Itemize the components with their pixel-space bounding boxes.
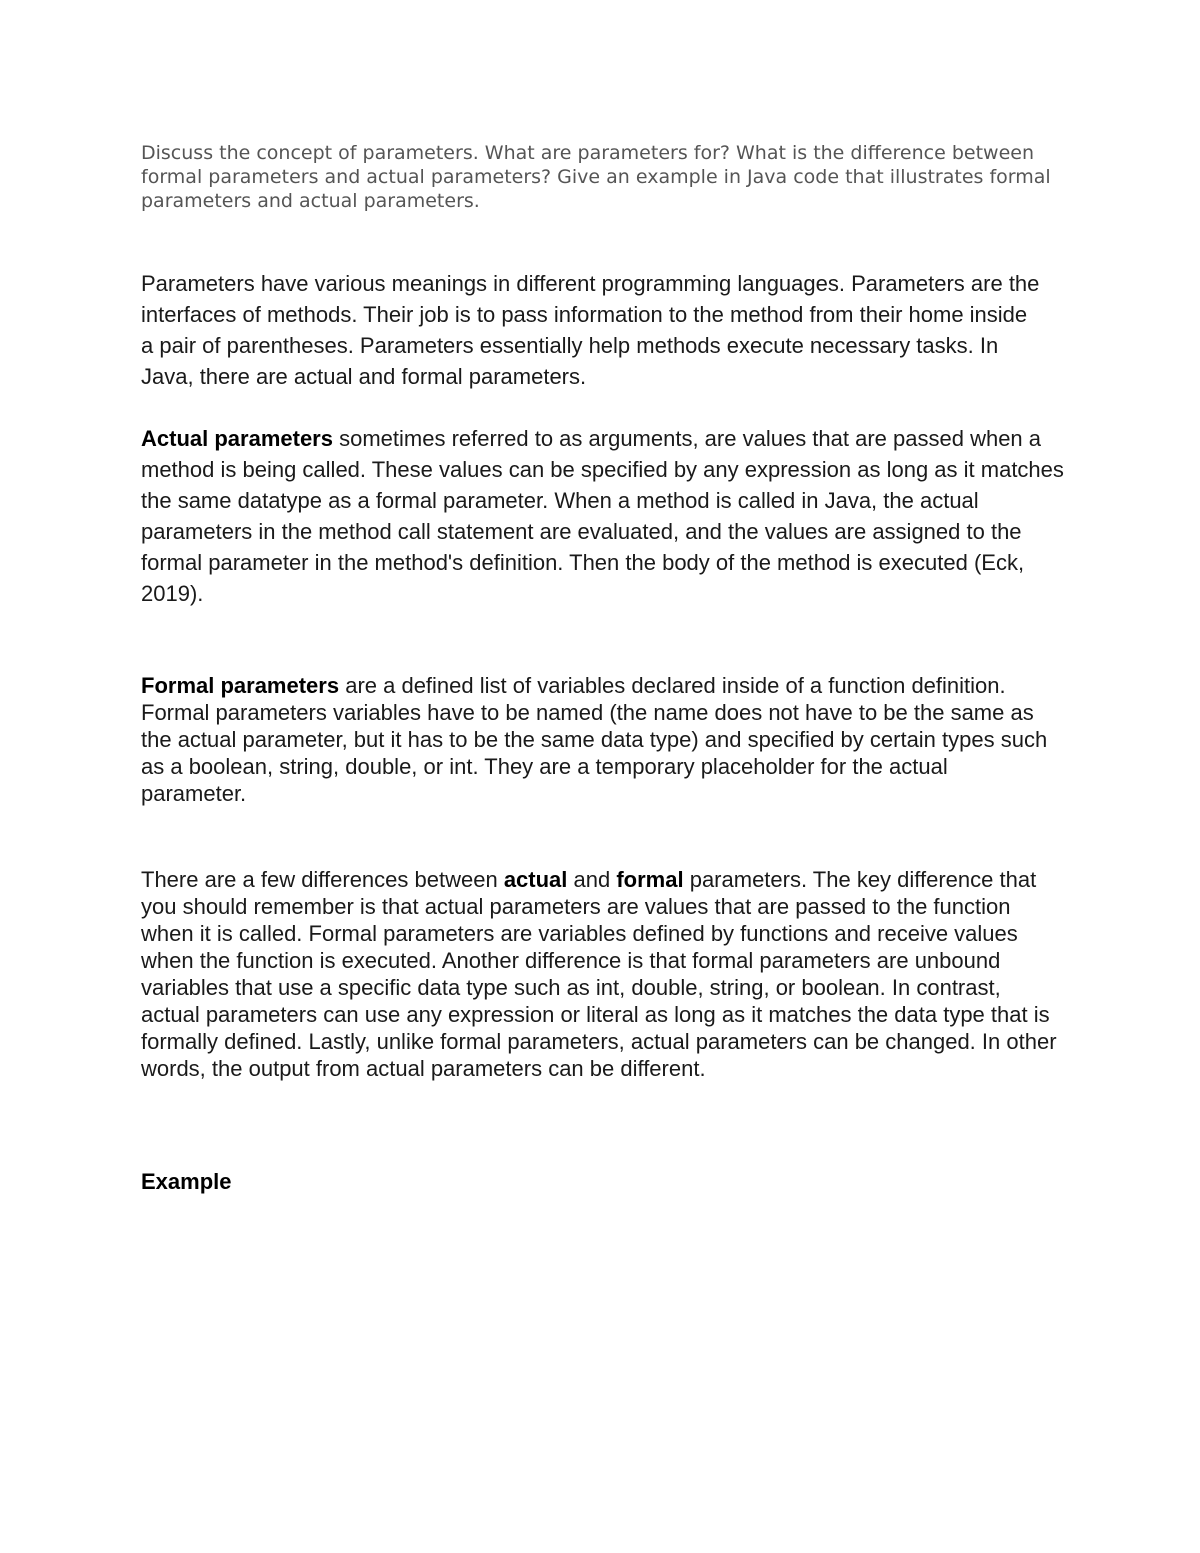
assignment-prompt: Discuss the concept of parameters. What are parameters for? What is the difference between formal parameters and actual parameters? Give an example in Java code that illustrates formal parameters and actual parameters. [141,142,1051,212]
example-heading: Example [141,1169,232,1194]
formal-parameters-paragraph [141,672,1056,807]
intro-paragraph: Parameters have various meanings in different programming languages. Parameters are the interfaces of methods. Their job is to pass information to the method from their home inside a pair of parentheses. Parameters essentially help methods execute necessary tasks. In Java, there are actual and formal parameters. [141,271,1040,389]
formal-parameters-text: are a defined list of variables declared inside of a function definition. Formal parameters variables have to be named (the name does not have to be the same as the actual parameter, but it has to be the same data type) and specified by certain types such as a boolean, string, double, or int. They are a temporary placeholder for the actual parameter. [141,673,1048,806]
differences-word-formal: formal [616,867,684,892]
differences-word-actual: actual [503,867,568,892]
differences-joiner: and [567,867,617,892]
differences-lead: There are a few differences between [141,867,504,892]
formal-parameters-term: Formal parameters [141,673,340,698]
differences-text: parameters. The key difference that you should remember is that actual parameters are values that are passed to the function when it is called. Formal parameters are variables defined by functions and receive values when the function is executed. Another difference is that formal parameters are unbound variables that use a specific data type such as int, double, string, or boolean. In contrast, actual parameters can use any expression or literal as long as it matches the data type that is formally defined. Lastly, unlike formal parameters, actual parameters can be changed. In other words, the output from actual parameters can be different. [141,867,1057,1081]
actual-parameters-paragraph [141,423,1066,609]
actual-parameters-text: sometimes referred to as arguments, are values that are passed when a method is being called. These values can be specified by any expression as long as it matches the same datatype as a formal parameter. When a method is called in Java, the actual parameters in the method call statement are evaluated, and the values are assigned to the formal parameter in the method's definition. Then the body of the method is executed (Eck, 2019). [141,426,1064,606]
differences-paragraph [141,866,1061,1082]
actual-parameters-term: Actual parameters [141,426,333,451]
